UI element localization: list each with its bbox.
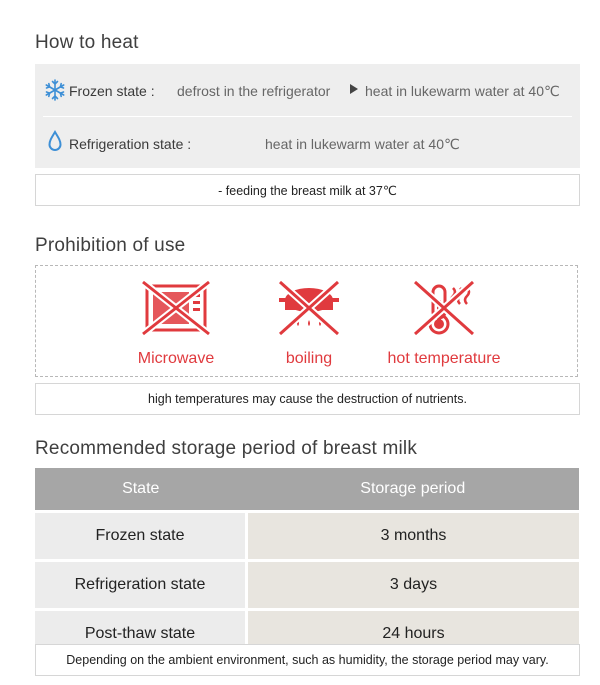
cell-state: Frozen state (35, 512, 247, 561)
boiling-prohibited-icon (239, 280, 379, 336)
heat-instructions-panel (35, 64, 580, 168)
refrigeration-state-label: Refrigeration state : (69, 136, 192, 152)
water-drop-icon (43, 129, 67, 153)
prohibit-item-microwave (106, 280, 246, 368)
frozen-step-heat: heat in lukewarm water at 40℃ (365, 83, 560, 99)
table-header-row (35, 468, 579, 512)
snowflake-icon (43, 78, 67, 102)
storage-period-table (35, 468, 579, 657)
cell-state: Refrigeration state (35, 561, 247, 610)
cell-storage-period: 3 months (247, 512, 580, 561)
frozen-state-label: Frozen state : (69, 83, 155, 99)
prohibit-label-microwave: Microwave (137, 350, 215, 367)
cell-storage-period: 24 hours (247, 610, 580, 658)
table-row (35, 512, 579, 561)
refrigeration-heat-row (35, 116, 580, 168)
frozen-step-defrost: defrost in the refrigerator (177, 83, 331, 99)
hot-temperature-prohibited-icon (374, 280, 514, 336)
column-header-state: State (35, 468, 247, 512)
refrigeration-heat-value: heat in lukewarm water at 40℃ (265, 136, 460, 152)
table-row (35, 561, 579, 610)
prohibition-section-title: Prohibition of use (35, 235, 186, 256)
cell-state: Post-thaw state (35, 610, 247, 658)
storage-section-title: Recommended storage period of breast milk (35, 438, 418, 459)
arrow-right-icon (350, 84, 358, 94)
microwave-prohibited-icon (106, 280, 246, 336)
storage-variation-note: Depending on the ambient environment, such as humidity, the storage period may vary. (35, 644, 580, 676)
feeding-temperature-note: - feeding the breast milk at 37℃ (35, 174, 580, 206)
prohibit-item-hot-temperature (374, 280, 514, 368)
prohibit-label-boiling: boiling (285, 350, 333, 367)
frozen-heat-row (35, 64, 580, 116)
heat-section-title: How to heat (35, 32, 139, 53)
nutrient-destruction-note: high temperatures may cause the destruction of nutrients. (35, 383, 580, 415)
cell-storage-period: 3 days (247, 561, 580, 610)
prohibition-panel (35, 265, 578, 377)
prohibit-label-hot-temperature: hot temperature (387, 350, 501, 367)
column-header-storage-period: Storage period (247, 468, 580, 512)
prohibit-item-boiling (239, 280, 379, 368)
